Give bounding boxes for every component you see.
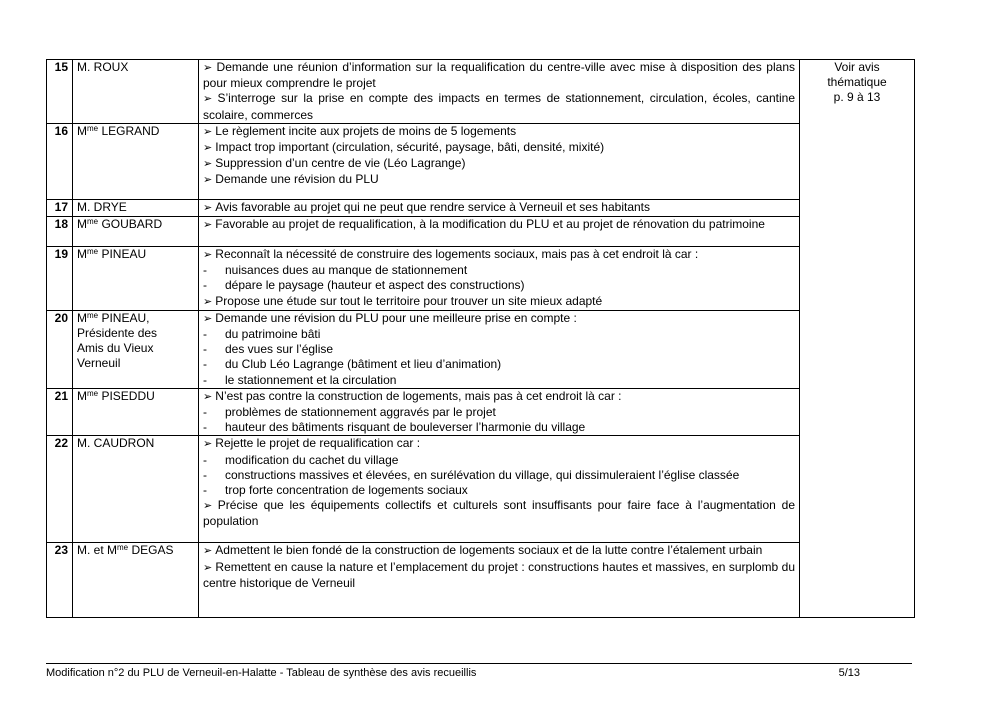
observation-subitem: - dépare le paysage (hauteur et aspect des constructions) (203, 278, 795, 293)
observations-cell (199, 123, 800, 199)
observations-cell (199, 217, 800, 247)
observation-bullet: ➢ Admettent le bien fondé de la construction de logements sociaux et de la lutte contre l’étalement urbain (203, 543, 795, 559)
table-row (47, 436, 915, 543)
observations-cell (199, 436, 800, 543)
observations-cell (199, 247, 800, 311)
response-text: Voir avis (834, 60, 880, 74)
observation-subitem: - modification du cachet du village (203, 453, 795, 468)
table-row (47, 60, 915, 124)
observations-cell (199, 310, 800, 388)
table-row (47, 543, 915, 618)
respondent-name: M. ROUX (73, 60, 199, 124)
observation-bullet: ➢ Demande une révision du PLU pour une meilleure prise en compte : (203, 311, 795, 327)
observation-subitem: - nuisances dues au manque de stationnement (203, 263, 795, 278)
observations-cell (199, 60, 800, 124)
observation-bullet: ➢ Précise que les équipements collectifs et culturels sont insuffisants pour faire face à l’augmentation de population (203, 498, 795, 529)
observation-subitem: - du patrimoine bâti (203, 327, 795, 342)
observation-bullet: ➢ N’est pas contre la construction de logements, mais pas à cet endroit là car : (203, 389, 795, 405)
row-number: 21 (47, 388, 73, 436)
respondent-name: $M^{me}$ LEGRAND (73, 123, 199, 199)
row-number: 19 (47, 247, 73, 311)
observation-subitem: - constructions massives et élevées, en surélévation du village, qui dissimuleraient l’église classée (203, 468, 795, 483)
observation-bullet: ➢ Propose une étude sur tout le territoire pour trouver un site mieux adapté (203, 294, 795, 310)
response-text: p. 9 à 13 (833, 90, 881, 105)
respondent-name: $M^{me}$ PINEAU (73, 247, 199, 311)
respondent-name: $M^{me}$ PISEDDU (73, 388, 199, 436)
observations-cell (199, 388, 800, 436)
table-row (47, 247, 915, 311)
observation-bullet: ➢ Demande une réunion d’information sur la requalification du centre-ville avec mise à disposition des plans pour mieux comprendre le projet (203, 60, 795, 91)
table-row (47, 217, 915, 247)
respondent-name: M. CAUDRON (73, 436, 199, 543)
observation-subitem: - hauteur des bâtiments risquant de bouleverser l’harmonie du village (203, 420, 795, 435)
respondent-name: M. DRYE (73, 199, 199, 216)
observation-bullet: ➢ Avis favorable au projet qui ne peut que rendre service à Verneuil et ses habitants (203, 200, 795, 216)
observation-bullet: ➢ Demande une révision du PLU (203, 172, 795, 188)
observation-bullet: ➢ Remettent en cause la nature et l’emplacement du projet : constructions hautes et massives, en surplomb du centre historique de Verneuil (203, 560, 795, 591)
footer-document-title: Modification n°2 du PLU de Verneuil-en-Halatte - Tableau de synthèse des avis recueillis (46, 667, 477, 679)
observation-bullet: ➢ Impact trop important (circulation, sécurité, paysage, bâti, densité, mixité) (203, 140, 795, 156)
row-number: 17 (47, 199, 73, 216)
observation-subitem: - du Club Léo Lagrange (bâtiment et lieu d’animation) (203, 357, 795, 372)
observation-subitem: - le stationnement et la circulation (203, 373, 795, 388)
row-number: 23 (47, 543, 73, 618)
respondent-name: M. et $M^{me}$ DEGAS (73, 543, 199, 618)
row-number: 15 (47, 60, 73, 124)
observation-bullet: ➢ Rejette le projet de requalification car : (203, 436, 795, 452)
respondent-name: $M^{me}$ GOUBARD (73, 217, 199, 247)
observation-subitem: - problèmes de stationnement aggravés par le projet (203, 405, 795, 420)
table-row (47, 123, 915, 199)
observation-bullet: ➢ Reconnaît la nécessité de construire des logements sociaux, mais pas à cet endroit là car : (203, 247, 795, 263)
respondent-name: $M^{me}$ PINEAU, Présidente des Amis du Vieux Verneuil (73, 310, 199, 388)
footer-page-number: 5/13 (838, 667, 860, 679)
table-row (47, 199, 915, 216)
response-cell (800, 60, 915, 618)
table-row (47, 310, 915, 388)
observation-subitem: - trop forte concentration de logements sociaux (203, 483, 795, 498)
observation-bullet: ➢ Suppression d’un centre de vie (Léo Lagrange) (203, 156, 795, 172)
row-number: 18 (47, 217, 73, 247)
footer-divider (46, 663, 912, 664)
observations-cell (199, 543, 800, 618)
observations-cell (199, 199, 800, 216)
response-text: thématique (827, 75, 887, 90)
row-number: 20 (47, 310, 73, 388)
observation-bullet: ➢ Le règlement incite aux projets de moins de 5 logements (203, 124, 795, 140)
row-number: 22 (47, 436, 73, 543)
row-number: 16 (47, 123, 73, 199)
observation-subitem: - des vues sur l’église (203, 342, 795, 357)
table-row (47, 388, 915, 436)
observation-bullet: ➢ Favorable au projet de requalification, à la modification du PLU et au projet de rénovation du patrimoine (203, 217, 795, 233)
observation-bullet: ➢ S’interroge sur la prise en compte des impacts en termes de stationnement, circulation, écoles, cantine scolaire, commerces (203, 91, 795, 122)
synthesis-table-body (47, 60, 915, 618)
synthesis-table (46, 59, 915, 618)
